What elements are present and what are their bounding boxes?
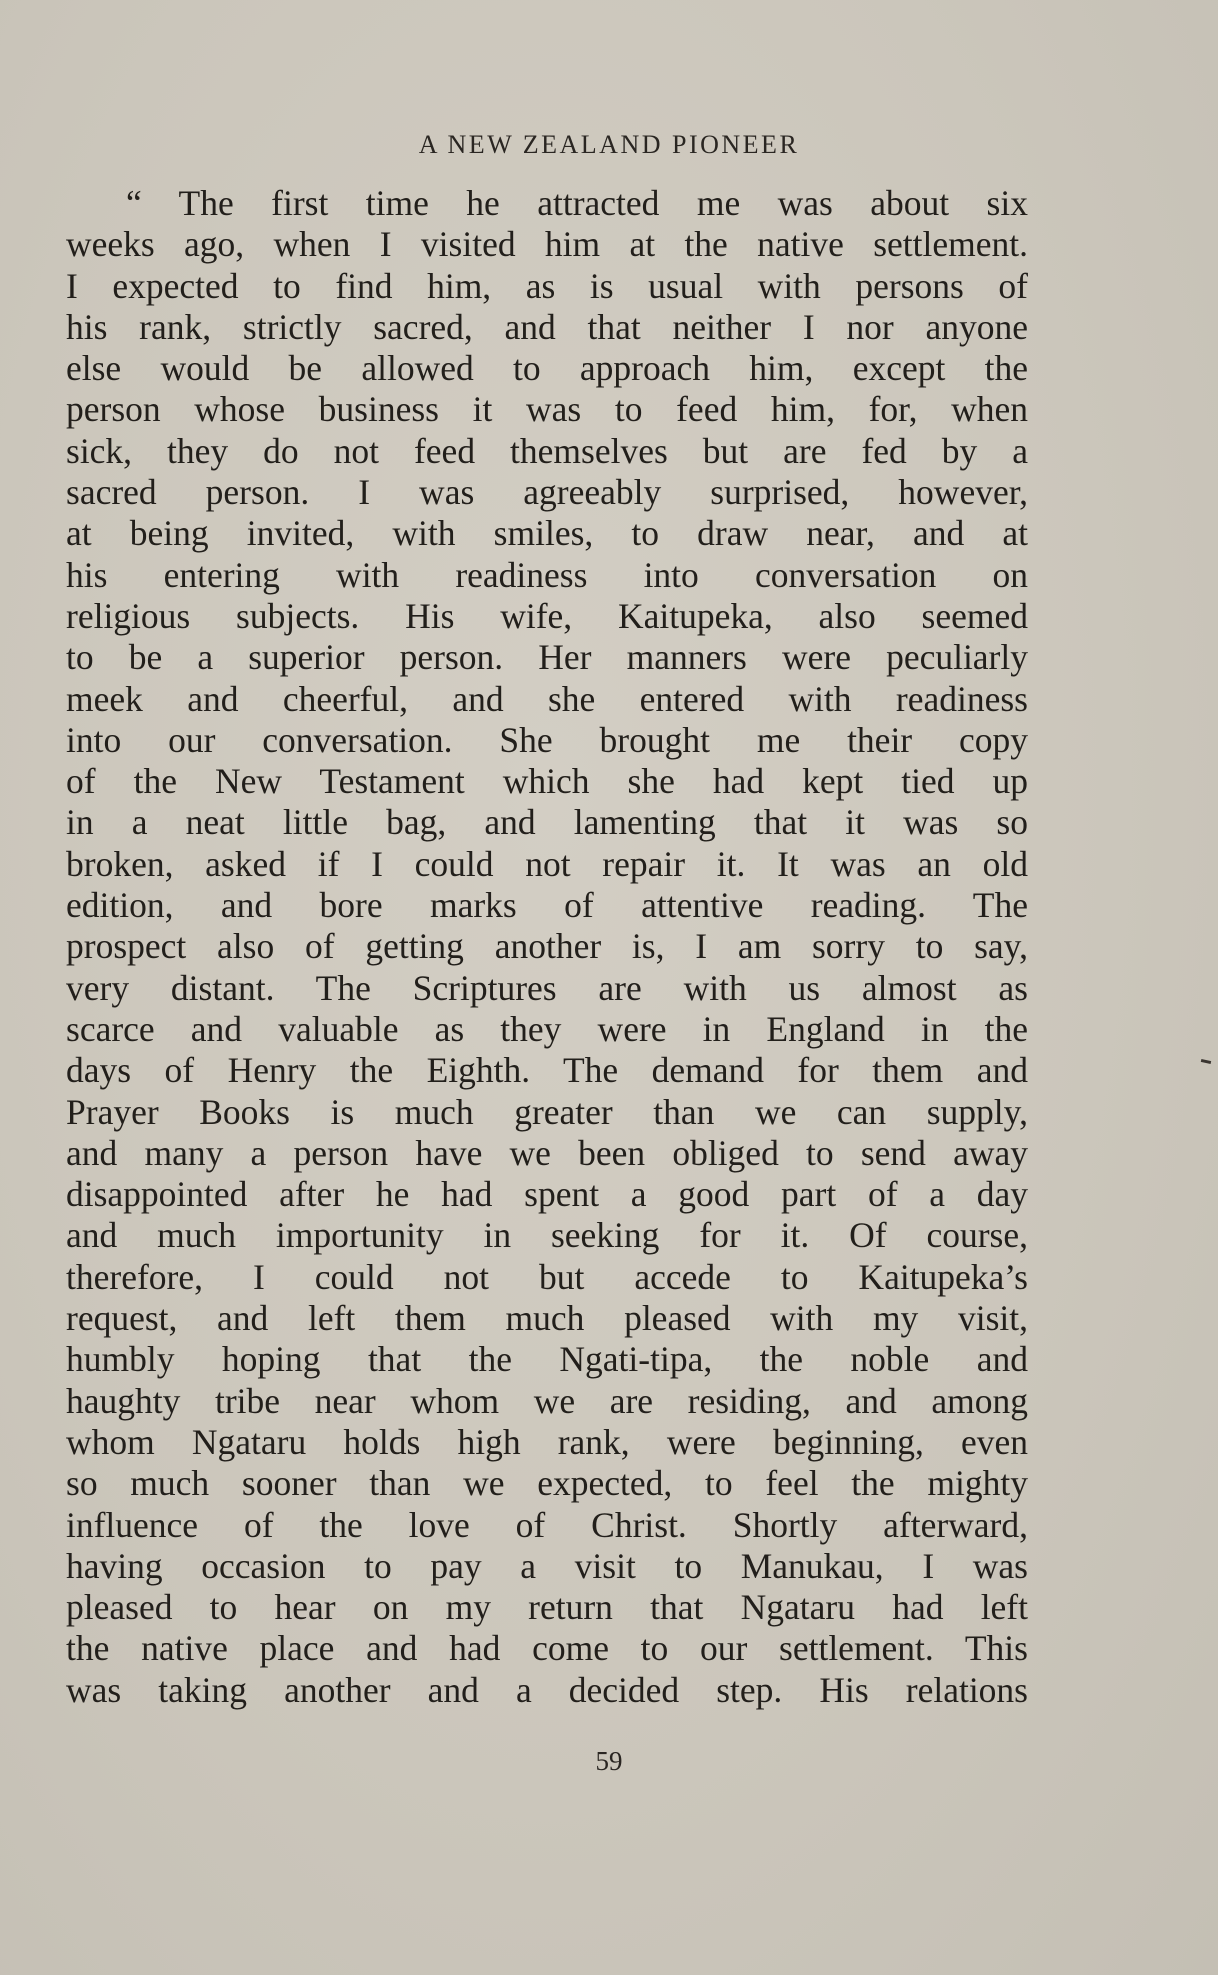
text-line: religious subjects. His wife, Kaitupeka, also seemed [66,595,1028,636]
text-line: person whose business it was to feed him, for, when [66,389,1028,430]
page-number: 59 [595,1746,623,1776]
text-line: very distant. The Scriptures are with us almost as [66,967,1028,1008]
text-line: humbly hoping that the Ngati-tipa, the noble and [66,1339,1028,1380]
text-line: “ The first time he attracted me was about six [126,183,1028,223]
text-line: was taking another and a decided step. His relations [66,1669,1028,1710]
text-line: pleased to hear on my return that Ngataru had left [66,1587,1028,1628]
text-line: and much importunity in seeking for it. Of course, [66,1215,1028,1256]
text-line: scarce and valuable as they were in England in the [66,1008,1028,1049]
text-line: days of Henry the Eighth. The demand for them and [66,1050,1028,1091]
text-line: having occasion to pay a visit to Manukau, I was [66,1545,1028,1586]
body-paragraph [66,183,1028,1711]
text-line: the native place and had come to our settlement. This [66,1628,1028,1669]
text-line: his rank, strictly sacred, and that neither I nor anyone [66,306,1028,347]
text-line: at being invited, with smiles, to draw near, and at [66,513,1028,554]
text-line: his entering with readiness into conversation on [66,554,1028,595]
text-line: disappointed after he had spent a good part of a day [66,1174,1028,1215]
text-line: into our conversation. She brought me their copy [66,719,1028,760]
text-line: of the New Testament which she had kept tied up [66,761,1028,802]
text-line: Prayer Books is much greater than we can supply, [66,1091,1028,1132]
text-line: sick, they do not feed themselves but are fed by a [66,430,1028,471]
text-line: request, and left them much pleased with my visit, [66,1298,1028,1339]
text-line: broken, asked if I could not repair it. It was an old [66,843,1028,884]
text-line: meek and cheerful, and she entered with readiness [66,678,1028,719]
text-line: and many a person have we been obliged to send away [66,1132,1028,1173]
text-line: edition, and bore marks of attentive reading. The [66,885,1028,926]
text-line: whom Ngataru holds high rank, were beginning, even [66,1421,1028,1462]
text-line: so much sooner than we expected, to feel the mighty [66,1463,1028,1504]
text-line: else would be allowed to approach him, except the [66,348,1028,389]
text-line: haughty tribe near whom we are residing, and among [66,1380,1028,1421]
text-line: in a neat little bag, and lamenting that it was so [66,802,1028,843]
text-line: prospect also of getting another is, I am sorry to say, [66,926,1028,967]
margin-mark [1201,1059,1211,1064]
text-line: to be a superior person. Her manners were peculiarly [66,637,1028,678]
text-line: weeks ago, when I visited him at the native settlement. [66,224,1028,265]
running-head: A NEW ZEALAND PIONEER [418,130,800,159]
text-line: therefore, I could not but accede to Kaitupeka’s [66,1256,1028,1297]
text-line: influence of the love of Christ. Shortly afterward, [66,1504,1028,1545]
text-line: sacred person. I was agreeably surprised, however, [66,472,1028,513]
text-line: I expected to find him, as is usual with persons of [66,265,1028,306]
